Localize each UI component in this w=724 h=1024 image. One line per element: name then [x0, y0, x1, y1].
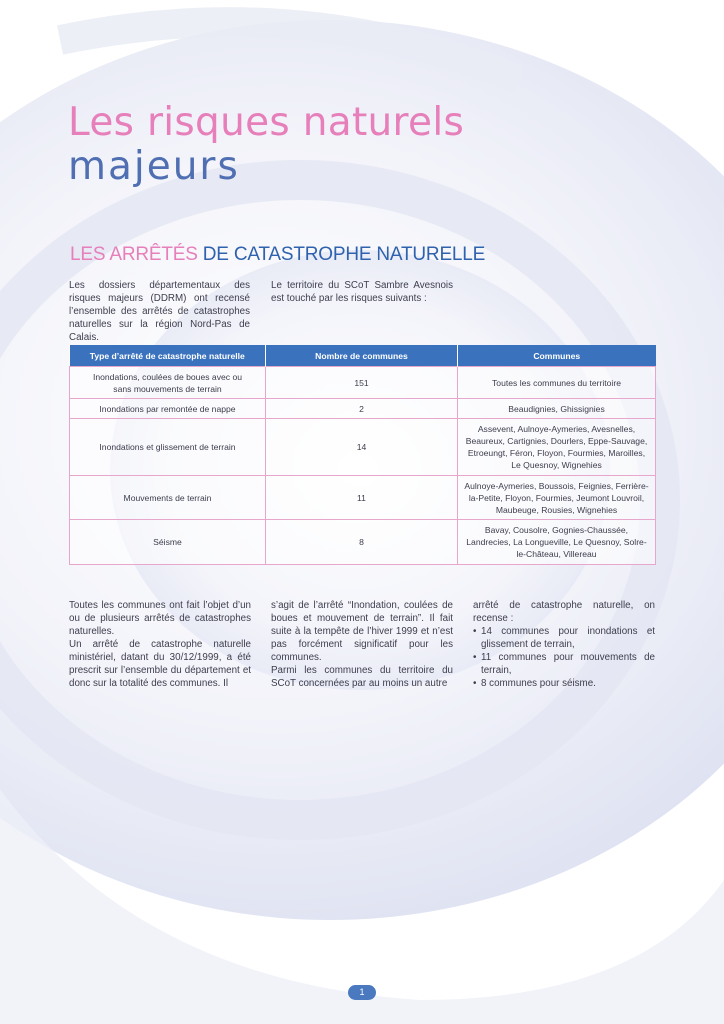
cell-type	[70, 367, 266, 399]
body-column-3	[473, 599, 655, 690]
risks-table	[69, 345, 656, 565]
section-heading-part1: LES ARRÊTÉS	[70, 244, 198, 265]
list-item-text: 8 communes pour séisme.	[481, 678, 596, 689]
cell-communes: Assevent, Aulnoye-Aymeries, Avesnelles, Beaureux, Cartignies, Dourlers, Eppe-Sauvage, Etroeungt, Féron, Floyon, Fourmies, Maroilles, Le Quesnoy, Wignehies	[458, 419, 656, 476]
bullet-list	[473, 625, 655, 690]
header-communes: Communes	[458, 345, 656, 367]
intro-paragraph-2: Le territoire du SCoT Sambre Avesnois est touché par les risques suivants :	[271, 280, 453, 304]
list-item	[473, 651, 655, 677]
cell-type: Séisme	[70, 520, 266, 565]
section-heading-part2: DE CATASTROPHE NATURELLE	[197, 244, 486, 265]
list-item-text: 11 communes pour mouvements de terrain,	[481, 652, 655, 676]
table-header-row	[70, 345, 656, 367]
intro-paragraph-1: Les dossiers départementaux des risques majeurs (DDRM) ont recensé l’ensemble des arrêtés de catastrophes naturelles sur la région Nord-Pas de Calais.	[69, 280, 250, 343]
cell-communes: Beaudignies, Ghissignies	[458, 399, 656, 419]
bullet-icon: •	[473, 652, 477, 663]
page-title-line2: majeurs	[68, 144, 240, 189]
cell-type: Inondations par remontée de nappe	[70, 399, 266, 419]
bullet-icon: •	[473, 678, 477, 689]
cell-type: Inondations et glissement de terrain	[70, 419, 266, 476]
list-item-text: 14 communes pour inondations et glissement de terrain,	[481, 626, 655, 650]
cell-count: 8	[266, 520, 458, 565]
cell-communes: Bavay, Cousolre, Gognies-Chaussée, Landrecies, La Longueville, Le Quesnoy, Solre-le-Château, Villereau	[458, 520, 656, 565]
cell-count: 151	[266, 367, 458, 399]
cell-count: 14	[266, 419, 458, 476]
cell-count: 11	[266, 476, 458, 520]
cell-type: Mouvements de terrain	[70, 476, 266, 520]
bullet-icon: •	[473, 626, 477, 637]
cell-communes: Aulnoye-Aymeries, Boussois, Feignies, Ferrière-la-Petite, Floyon, Fourmies, Jeumont Louvroil, Maubeuge, Rousies, Wignehies	[458, 476, 656, 520]
section-heading	[70, 244, 485, 266]
list-item	[473, 625, 655, 651]
cell-type-text: Inondations, coulées de boues avec ou sans mouvements de terrain	[92, 371, 243, 394]
cell-count: 2	[266, 399, 458, 419]
page-title-line1: Les risques naturels	[68, 100, 465, 145]
table-row	[70, 419, 656, 476]
header-type: Type d’arrêté de catastrophe naturelle	[70, 345, 266, 367]
header-count: Nombre de communes	[266, 345, 458, 367]
cell-communes: Toutes les communes du territoire	[458, 367, 656, 399]
table-row	[70, 520, 656, 565]
table-row	[70, 476, 656, 520]
page-number: 1	[348, 985, 376, 1000]
body-column-3-intro: arrêté de catastrophe naturelle, on recense :	[473, 600, 655, 624]
list-item	[473, 677, 655, 690]
table-row	[70, 399, 656, 419]
body-column-1: Toutes les communes ont fait l’objet d’un ou de plusieurs arrêtés de catastrophes naturelles. Un arrêté de catastrophe naturelle ministériel, datant du 30/12/1999, a été prescrit sur l’ensemble du département et donc sur la totalité des communes. Il	[69, 600, 251, 689]
body-column-2: s’agit de l’arrêté “Inondation, coulées de boues et mouvement de terrain”. Il fait suite à la tempête de l’hiver 1999 et n’est pas forcément significatif pour les communes. Parmi les communes du territoire du SCoT concernées par au moins un autre	[271, 600, 453, 689]
table-row	[70, 367, 656, 399]
